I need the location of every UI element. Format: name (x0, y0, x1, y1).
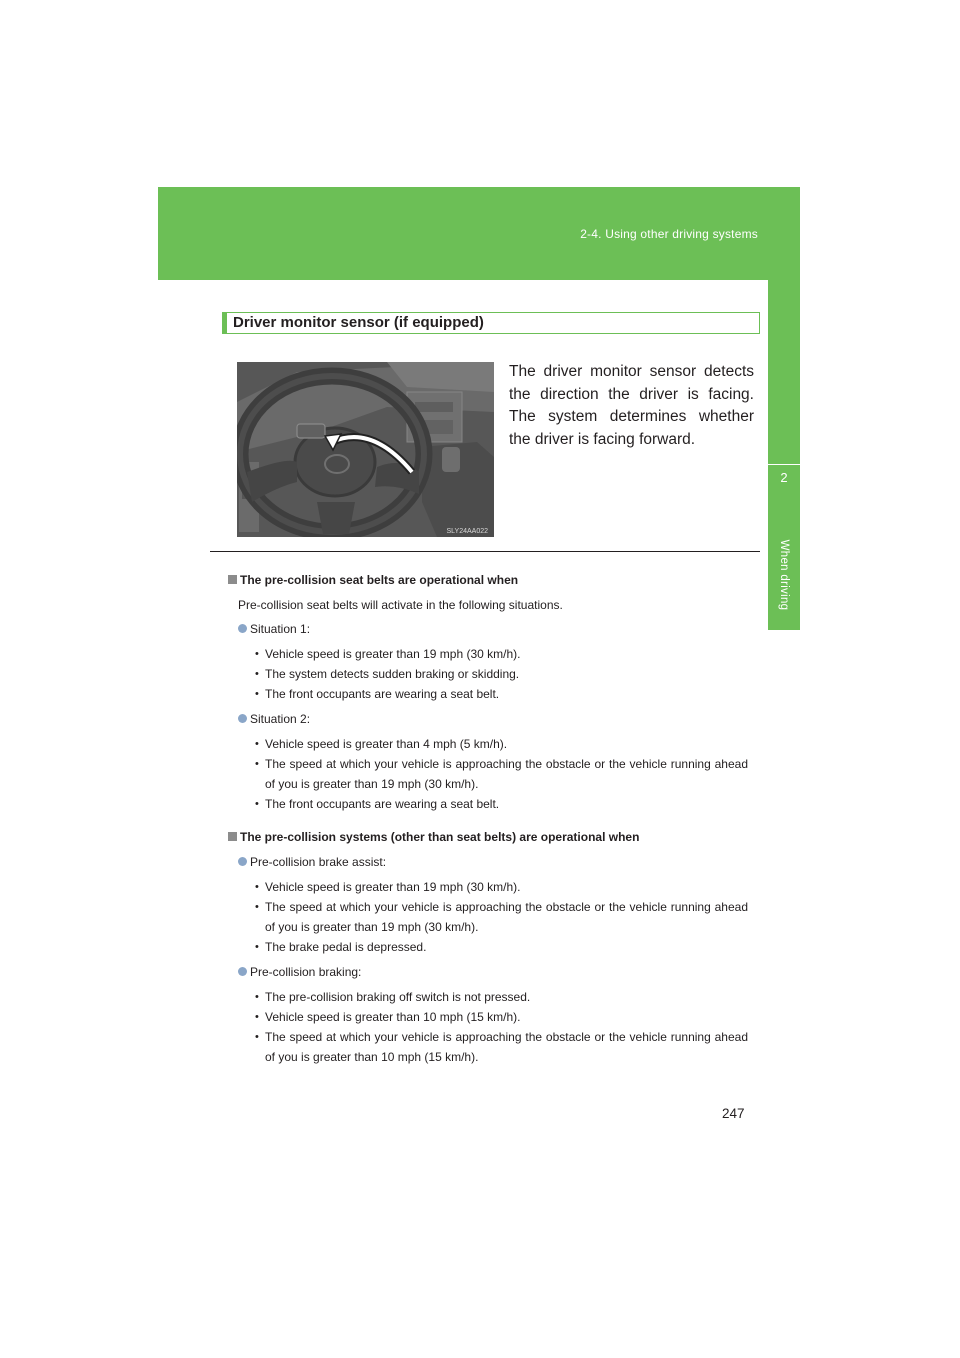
situation-2-list (255, 734, 748, 814)
brake-assist-text: Pre-collision brake assist: (250, 855, 387, 869)
brake-assist-list (255, 877, 748, 957)
seat-belts-intro: Pre-collision seat belts will activate in the following situations. (238, 598, 563, 612)
chapter-name: When driving (778, 539, 790, 611)
situation-1-label (238, 621, 748, 637)
subheading-other-systems (228, 829, 748, 845)
list-item: • The speed at which your vehicle is approaching the obstacle or the vehicle running ahead of you is greater than 10 mph (15 km/h). (255, 1027, 748, 1067)
horizontal-rule (210, 551, 760, 552)
subheading-seat-belts (228, 572, 748, 588)
list-item: • Vehicle speed is greater than 4 mph (5 km/h). (255, 734, 748, 754)
braking-list (255, 987, 748, 1067)
page-number: 247 (722, 1106, 745, 1121)
brake-assist-label (238, 854, 748, 870)
list-item: • The brake pedal is depressed. (255, 937, 748, 957)
steering-wheel-illustration (237, 362, 494, 537)
square-bullet-icon (228, 575, 237, 584)
situation-2-label (238, 711, 748, 727)
dashboard-illustration (237, 362, 494, 537)
running-header-title: 2-4. Using other driving systems (580, 227, 758, 241)
subheading-seat-belts-text: The pre-collision seat belts are operational when (240, 573, 519, 587)
chapter-number: 2 (780, 470, 788, 485)
list-item: • Vehicle speed is greater than 19 mph (30 km/h). (255, 877, 748, 897)
section-heading-box (222, 312, 760, 334)
body-content (228, 572, 748, 1074)
illustration-code: SLY24AA022 (446, 528, 488, 535)
subheading-other-systems-text: The pre-collision systems (other than seat belts) are operational when (240, 830, 640, 844)
header-bar (158, 187, 800, 280)
list-item: • The system detects sudden braking or skidding. (255, 664, 748, 684)
round-bullet-icon (238, 714, 247, 723)
list-item: • The speed at which your vehicle is approaching the obstacle or the vehicle running ahead of you is greater than 19 mph (30 km/h). (255, 754, 748, 794)
list-item: • The front occupants are wearing a seat belt. (255, 684, 748, 704)
round-bullet-icon (238, 967, 247, 976)
round-bullet-icon (238, 857, 247, 866)
situation-1-text: Situation 1: (250, 622, 311, 636)
section-heading: Driver monitor sensor (if equipped) (233, 314, 484, 331)
list-item: • The speed at which your vehicle is approaching the obstacle or the vehicle running ahead of you is greater than 19 mph (30 km/h). (255, 897, 748, 937)
list-item: • The pre-collision braking off switch is not pressed. (255, 987, 748, 1007)
list-item: • The front occupants are wearing a seat belt. (255, 794, 748, 814)
section-description: The driver monitor sensor detects the direction the driver is facing. The system determines whether the driver is facing forward. (509, 363, 754, 448)
list-item: • Vehicle speed is greater than 19 mph (30 km/h). (255, 644, 748, 664)
round-bullet-icon (238, 624, 247, 633)
braking-text: Pre-collision braking: (250, 965, 362, 979)
side-tab-divider (768, 464, 800, 465)
list-item: • Vehicle speed is greater than 10 mph (15 km/h). (255, 1007, 748, 1027)
situation-2-text: Situation 2: (250, 712, 311, 726)
braking-label (238, 964, 748, 980)
situation-1-list (255, 644, 748, 704)
heading-accent-bar (222, 312, 227, 334)
square-bullet-icon (228, 832, 237, 841)
